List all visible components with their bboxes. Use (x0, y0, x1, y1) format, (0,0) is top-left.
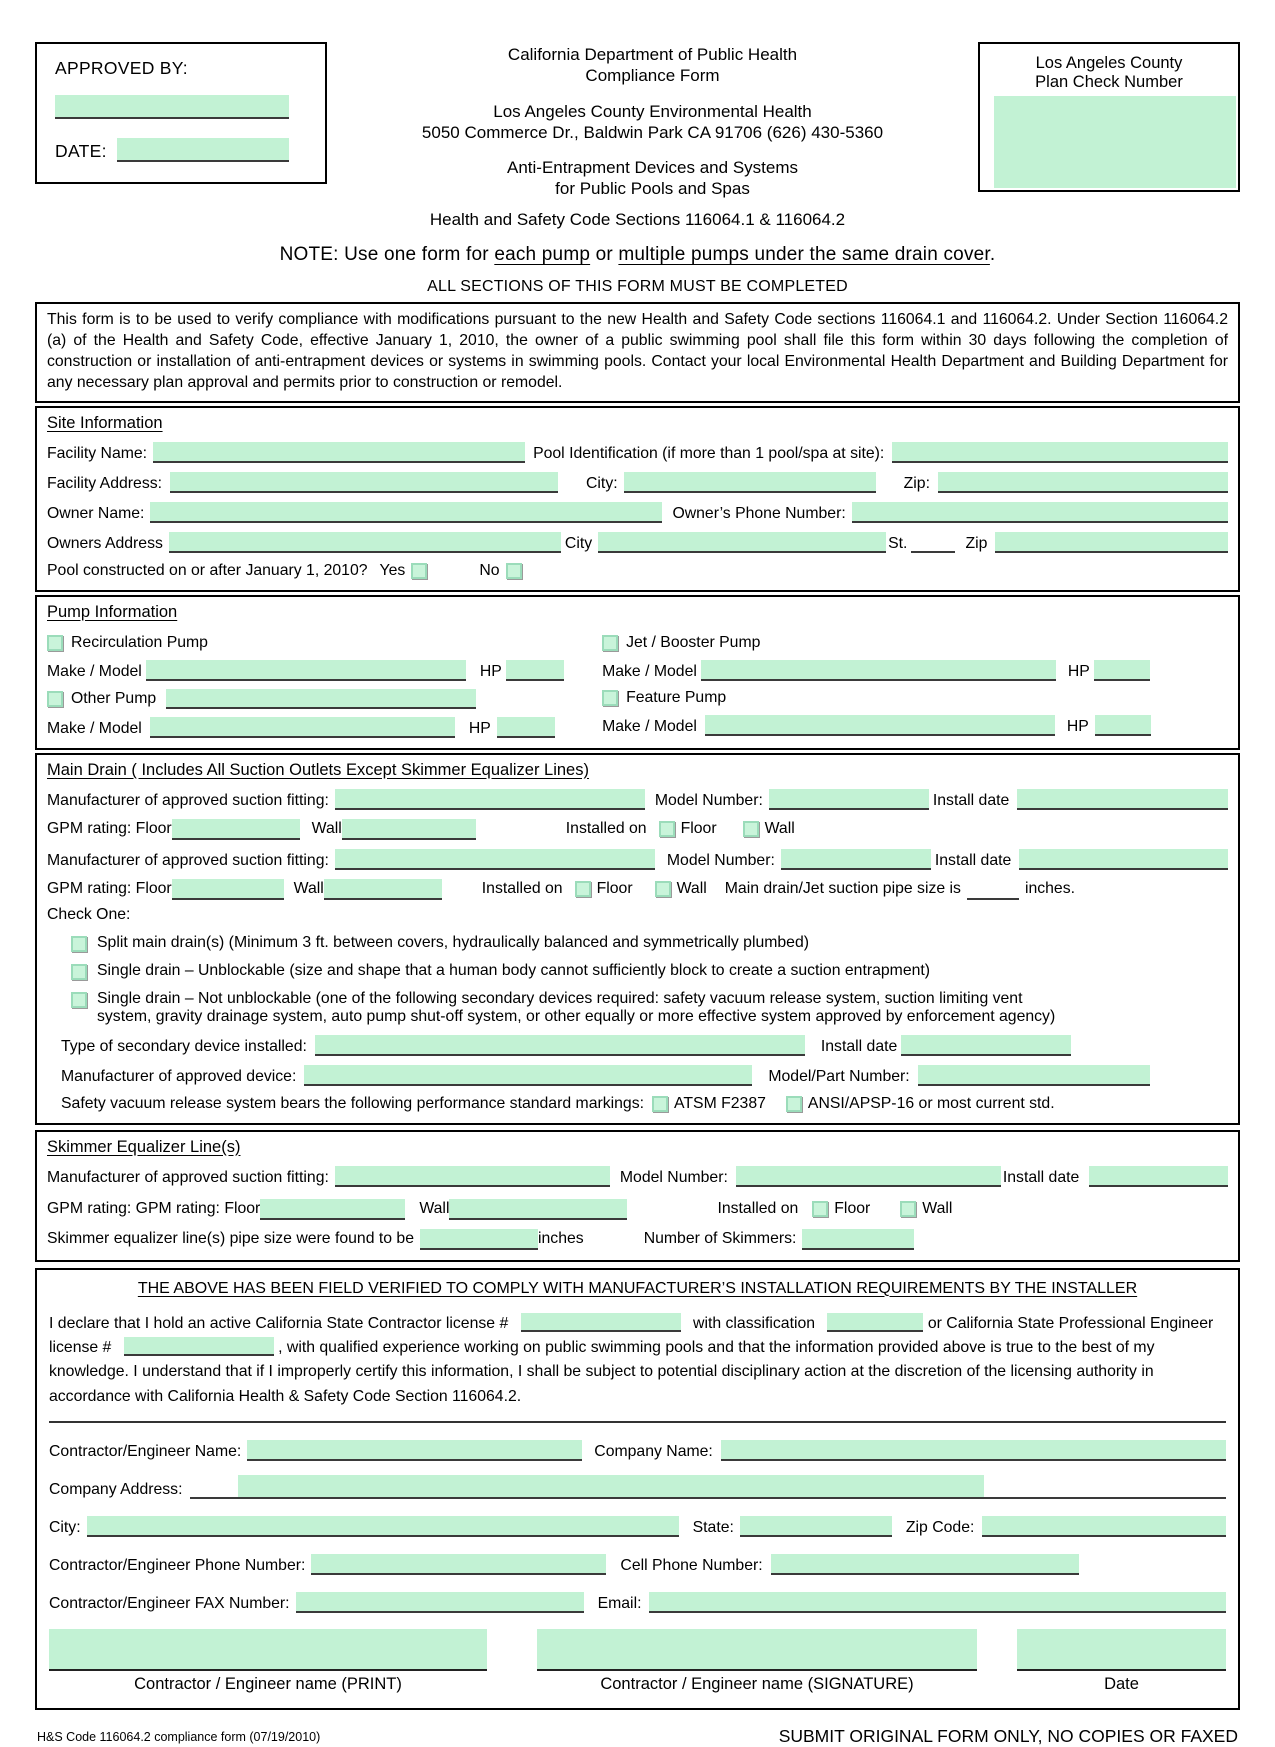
md-pipe-size-inches-label: inches. (1024, 880, 1076, 897)
contractor-license-field[interactable] (521, 1313, 681, 1332)
feature-hp-field[interactable] (1095, 715, 1151, 736)
ansi-apsp16-label: ANSI/APSP-16 or most current std. (807, 1094, 1055, 1112)
md-installed-wall-checkbox-1[interactable] (743, 821, 759, 837)
classification-field[interactable] (827, 1313, 923, 1332)
sk-gpm-floor-field[interactable] (260, 1199, 405, 1220)
pump-information-section (35, 595, 1240, 750)
secondary-device-type-field[interactable] (315, 1035, 805, 1056)
sk-install-date-label: Install date (1002, 1168, 1080, 1186)
sk-wall-label: Wall (419, 1200, 450, 1217)
signature-print-label: Contractor / Engineer name (PRINT) (134, 1675, 402, 1694)
owners-city-label: City (564, 534, 593, 552)
device-manufacturer-label: Manufacturer of approved device: (61, 1067, 297, 1085)
contractor-name-field[interactable] (247, 1440, 582, 1461)
site-information-section (35, 406, 1240, 592)
pe-license-field[interactable] (124, 1337, 274, 1356)
recirc-hp-field[interactable] (506, 660, 564, 681)
installer-state-field[interactable] (740, 1516, 892, 1537)
declaration-part3: or California State Professional Engineer license # (49, 1314, 1214, 1356)
owner-phone-label: Owner’s Phone Number: (672, 504, 846, 522)
sk-installed-on-label: Installed on (717, 1200, 799, 1217)
cell-phone-label: Cell Phone Number: (620, 1557, 763, 1575)
installer-zip-field[interactable] (982, 1516, 1226, 1537)
md-installed-floor-label-2: Floor (596, 880, 633, 897)
skimmer-heading: Skimmer Equalizer Line(s) (47, 1137, 241, 1156)
intro-paragraph: This form is to be used to verify compliance with modifications pursuant to the new Health and Safety Code sections 116064.1 and 116064.2. Under Section 116064.2 (a) of the Health and Safety Code, effective January 1, 2010, the owner of a public swimming pool shall file this form within 30 days following the completion of construction or installation of anti-entrapment devices or systems in swimming pools. Contact your local Environmental Health Department and Building Department for any necessary plan approval and permits prior to construction or remodel. (35, 302, 1240, 403)
md-manufacturer-label-2: Manufacturer of approved suction fitting: (47, 851, 329, 869)
sk-manufacturer-label: Manufacturer of approved suction fitting: (47, 1168, 329, 1186)
sk-install-date-field[interactable] (1089, 1166, 1228, 1187)
split-main-drains-label: Split main drain(s) (Minimum 3 ft. between covers, hydraulically balanced and symmetrically plumbed) (97, 933, 810, 951)
md-manufacturer-label-1: Manufacturer of approved suction fitting: (47, 791, 329, 809)
main-drain-section (35, 753, 1240, 1125)
site-information-heading: Site Information (47, 413, 163, 432)
owners-city-field[interactable] (598, 532, 886, 553)
facility-name-label: Facility Name: (47, 444, 148, 462)
approved-by-label: APPROVED BY: (55, 58, 188, 78)
sk-pipe-size-label: Skimmer equalizer line(s) pipe size were found to be (47, 1230, 415, 1247)
single-drain-not-unblockable-label (97, 990, 1055, 1026)
md-installed-floor-label-1: Floor (680, 820, 717, 837)
code-sections-line: Health and Safety Code Sections 116064.1 & 116064.2 (429, 209, 846, 229)
md-gpm-floor-label-2: GPM rating: Floor (47, 880, 172, 897)
check-one-label: Check One: (47, 905, 131, 923)
single-drain-not-unblockable-checkbox[interactable] (71, 992, 87, 1008)
md-gpm-floor-field-1[interactable] (172, 819, 300, 840)
facility-name-field[interactable] (153, 442, 525, 463)
md-gpm-floor-label-1: GPM rating: Floor (47, 820, 172, 837)
signature-signature-label: Contractor / Engineer name (SIGNATURE) (600, 1675, 914, 1694)
declaration-part1: I declare that I hold an active California State Contractor license # (49, 1314, 509, 1332)
sk-manufacturer-field[interactable] (335, 1166, 610, 1187)
md-wall-label-1: Wall (311, 820, 342, 837)
md-model-number-label-2: Model Number: (666, 851, 775, 869)
sk-gpm-wall-field[interactable] (449, 1199, 627, 1220)
single-drain-unblockable-checkbox[interactable] (71, 964, 87, 980)
md-installed-wall-label-2: Wall (676, 880, 707, 897)
md-gpm-wall-field-1[interactable] (342, 819, 476, 840)
contractor-fax-field[interactable] (296, 1592, 584, 1613)
sk-num-skimmers-label: Number of Skimmers: (643, 1230, 797, 1247)
note-line (35, 244, 1240, 266)
company-name-label: Company Name: (594, 1443, 713, 1461)
recirc-make-model-field[interactable] (146, 660, 466, 681)
declaration-part2: with classification (693, 1314, 816, 1332)
md-model-number-field-1[interactable] (769, 789, 929, 810)
pool-constructed-question: Pool constructed on or after January 1, 2010? (47, 561, 368, 579)
facility-city-field[interactable] (624, 472, 876, 493)
header-titles (373, 42, 933, 200)
md-installed-floor-checkbox-1[interactable] (659, 821, 675, 837)
md-installed-on-label-2: Installed on (481, 880, 563, 897)
other-hp-label: HP (468, 719, 491, 737)
svrs-markings-label: Safety vacuum release system bears the following performance standard markings: (61, 1094, 645, 1112)
contractor-name-label: Contractor/Engineer Name: (49, 1443, 242, 1461)
approved-date-field[interactable] (117, 138, 289, 162)
md-installed-on-label-1: Installed on (565, 820, 647, 837)
not-unblockable-line1: Single drain – Not unblockable (one of the following secondary devices required: safety vacuum release system, suction limiting vent (97, 989, 1023, 1007)
option-split-main-drains (71, 934, 1228, 952)
email-field[interactable] (649, 1592, 1226, 1613)
md-install-date-field-2[interactable] (1019, 849, 1228, 870)
cell-phone-field[interactable] (771, 1554, 1079, 1575)
sk-installed-floor-label: Floor (834, 1200, 871, 1217)
sk-installed-floor-checkbox[interactable] (812, 1201, 828, 1217)
contractor-fax-label: Contractor/Engineer FAX Number: (49, 1595, 290, 1613)
pool-id-field[interactable] (892, 442, 1228, 463)
secondary-install-date-field[interactable] (901, 1035, 1071, 1056)
form-subtitle-line2: for Public Pools and Spas (555, 179, 750, 199)
md-pipe-size-label: Main drain/Jet suction pipe size is (724, 880, 961, 897)
owner-name-label: Owner Name: (47, 504, 145, 522)
no-label: No (479, 561, 500, 579)
yes-label: Yes (379, 561, 406, 579)
feature-make-model-label: Make / Model (602, 717, 697, 735)
split-main-drains-checkbox[interactable] (71, 936, 87, 952)
plan-check-label-line1: Los Angeles County (1035, 54, 1183, 72)
pump-right-column (602, 622, 1228, 738)
other-pump-label: Other Pump (71, 689, 157, 707)
sk-model-number-label: Model Number: (619, 1168, 728, 1186)
sk-installed-wall-label: Wall (922, 1200, 953, 1217)
signature-date-label: Date (1104, 1675, 1139, 1694)
all-sections-line: ALL SECTIONS OF THIS FORM MUST BE COMPLETED (427, 277, 848, 295)
installer-heading: THE ABOVE HAS BEEN FIELD VERIFIED TO COMPLY WITH MANUFACTURER’S INSTALLATION REQUIREMENTS BY THE INSTALLER (137, 1279, 1138, 1297)
md-install-date-label-1: Install date (932, 791, 1010, 809)
jet-make-model-label: Make / Model (602, 662, 697, 680)
atsm-f2387-checkbox[interactable] (652, 1096, 668, 1112)
plan-check-number-field[interactable] (994, 96, 1236, 188)
sk-pipe-size-field[interactable] (420, 1229, 538, 1250)
other-make-model-label: Make / Model (47, 719, 142, 737)
md-manufacturer-field-1[interactable] (335, 789, 645, 810)
owners-zip-label: Zip (965, 534, 988, 552)
owners-address-label: Owners Address (47, 534, 163, 552)
atsm-f2387-label: ATSM F2387 (674, 1094, 766, 1112)
installer-verification-section (35, 1268, 1240, 1711)
owners-zip-field[interactable] (995, 532, 1228, 553)
approved-by-field[interactable] (55, 95, 289, 119)
facility-zip-label: Zip: (903, 474, 930, 492)
feature-hp-label: HP (1066, 717, 1089, 735)
facility-address-label: Facility Address: (47, 474, 163, 492)
single-drain-unblockable-label: Single drain – Unblockable (size and shape that a human body cannot sufficiently block to create a suction entrapment) (97, 961, 931, 979)
recirculation-pump-label: Recirculation Pump (71, 633, 208, 651)
jet-hp-label: HP (1067, 662, 1090, 680)
signature-signature-field[interactable] (537, 1629, 977, 1671)
main-drain-heading: Main Drain ( Includes All Suction Outlets Except Skimmer Equalizer Lines) (47, 760, 589, 779)
device-manufacturer-field[interactable] (304, 1065, 752, 1086)
option-single-drain-unblockable (71, 962, 1228, 980)
other-pump-field[interactable] (166, 689, 476, 709)
model-part-number-field[interactable] (918, 1065, 1150, 1086)
md-model-number-field-2[interactable] (781, 849, 931, 870)
other-make-model-field[interactable] (150, 717, 455, 738)
yes-checkbox[interactable] (411, 563, 427, 579)
approved-by-box (35, 42, 327, 184)
facility-address-field[interactable] (170, 472, 558, 493)
md-wall-label-2: Wall (293, 880, 324, 897)
owners-st-label: St. (888, 534, 908, 552)
note-underline-each-pump: each pump (494, 243, 591, 265)
company-address-field[interactable] (238, 1475, 984, 1497)
installer-zip-label: Zip Code: (905, 1519, 975, 1537)
option-single-drain-not-unblockable (71, 990, 1228, 1026)
jet-booster-pump-checkbox[interactable] (602, 635, 618, 651)
sk-installed-wall-checkbox[interactable] (900, 1201, 916, 1217)
secondary-install-date-label: Install date (820, 1037, 898, 1055)
declaration-paragraph (49, 1312, 1226, 1424)
recirculation-pump-checkbox[interactable] (47, 635, 63, 651)
note-suffix: . (989, 243, 996, 265)
facility-zip-field[interactable] (938, 472, 1228, 493)
agency-address: 5050 Commerce Dr., Baldwin Park CA 91706 (626) 430-5360 (421, 122, 884, 142)
feature-pump-checkbox[interactable] (602, 690, 618, 706)
feature-pump-label: Feature Pump (626, 688, 727, 706)
signature-date-field[interactable] (1017, 1629, 1226, 1671)
pump-information-heading: Pump Information (47, 602, 178, 621)
other-hp-field[interactable] (497, 717, 555, 738)
header (35, 42, 1240, 200)
md-install-date-label-2: Install date (934, 851, 1012, 869)
note-underline-multiple-pumps: multiple pumps under the same drain cover (618, 243, 990, 265)
installer-city-label: City: (49, 1519, 81, 1537)
note-prefix: NOTE: Use one form for (279, 243, 495, 265)
contractor-phone-label: Contractor/Engineer Phone Number: (49, 1557, 306, 1575)
sk-num-skimmers-field[interactable] (802, 1229, 914, 1250)
facility-city-label: City: (586, 474, 618, 492)
ansi-apsp16-checkbox[interactable] (786, 1096, 802, 1112)
md-gpm-floor-field-2[interactable] (172, 879, 284, 900)
form-title-line1: California Department of Public Health (507, 45, 798, 64)
md-install-date-field-1[interactable] (1017, 789, 1228, 810)
sk-inches-label: inches (538, 1230, 584, 1247)
owners-address-field[interactable] (169, 532, 561, 553)
plan-check-box (978, 42, 1240, 192)
contractor-phone-field[interactable] (311, 1554, 606, 1575)
agency-name: Los Angeles County Environmental Health (493, 101, 812, 121)
company-address-label: Company Address: (49, 1481, 183, 1499)
md-gpm-wall-field-2[interactable] (324, 879, 442, 900)
signature-row (49, 1629, 1226, 1694)
recirc-make-model-label: Make / Model (47, 662, 142, 680)
company-address-line (190, 1478, 1226, 1499)
skimmer-equalizer-section (35, 1130, 1240, 1262)
other-pump-checkbox[interactable] (47, 691, 63, 707)
md-pipe-size-field[interactable] (967, 879, 1019, 900)
declaration-part4: , with qualified experience working on public swimming pools and that the information provided above is true to the best of my knowledge. I understand that if I improperly certify this information, I shall be subject to potential disciplinary action at the discretion of the licensing authority in accordance with California Health & Safety Code Section 116064.2. (49, 1338, 1155, 1405)
plan-check-label-line2: Plan Check Number (1035, 73, 1183, 91)
form-subtitle-line1: Anti-Entrapment Devices and Systems (506, 158, 798, 177)
footer-form-code: H&S Code 116064.2 compliance form (07/19/2010) (37, 1729, 321, 1744)
feature-make-model-field[interactable] (705, 715, 1055, 736)
owners-st-field[interactable] (911, 532, 955, 553)
jet-booster-pump-label: Jet / Booster Pump (626, 633, 761, 651)
md-installed-wall-label-1: Wall (764, 820, 795, 837)
installer-city-field[interactable] (87, 1516, 679, 1537)
email-label: Email: (597, 1595, 642, 1613)
note-middle: or (590, 243, 619, 265)
sk-gpm-floor-label: GPM rating: GPM rating: Floor (47, 1200, 261, 1217)
pump-left-column (47, 622, 602, 738)
company-name-field[interactable] (721, 1440, 1226, 1461)
footer-submit-note: SUBMIT ORIGINAL FORM ONLY, NO COPIES OR FAXED (778, 1726, 1238, 1747)
recirc-hp-label: HP (479, 662, 502, 680)
model-part-number-label: Model/Part Number: (768, 1067, 910, 1085)
sk-model-number-field[interactable] (736, 1166, 1001, 1187)
md-installed-floor-checkbox-2[interactable] (575, 881, 591, 897)
owner-name-field[interactable] (150, 502, 662, 523)
md-manufacturer-field-2[interactable] (335, 849, 655, 870)
not-unblockable-line2: system, gravity drainage system, auto pump shut-off system, or other equally or more effective system approved by enforcement agency) (97, 1007, 1056, 1025)
owner-phone-field[interactable] (852, 502, 1228, 523)
pool-id-label: Pool Identification (if more than 1 pool/spa at site): (533, 444, 885, 462)
date-label: DATE: (55, 141, 107, 161)
installer-state-label: State: (692, 1519, 734, 1537)
signature-print-field[interactable] (49, 1629, 487, 1671)
no-checkbox[interactable] (506, 563, 522, 579)
secondary-device-type-label: Type of secondary device installed: (61, 1037, 307, 1055)
form-title-line2: Compliance Form (585, 66, 720, 86)
jet-hp-field[interactable] (1094, 660, 1150, 681)
md-installed-wall-checkbox-2[interactable] (655, 881, 671, 897)
footer (35, 1726, 1240, 1747)
jet-make-model-field[interactable] (701, 660, 1056, 681)
md-model-number-label-1: Model Number: (654, 791, 763, 809)
